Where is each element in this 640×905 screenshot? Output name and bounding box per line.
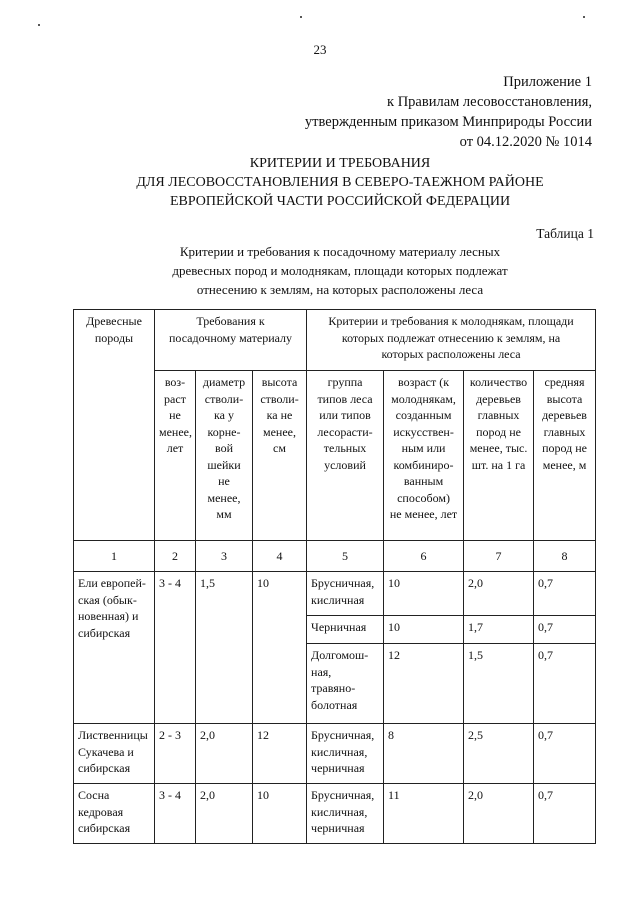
table-row <box>74 572 596 616</box>
appendix-line: от 04.12.2020 № 1014 <box>459 134 592 150</box>
young-age-cell: 10 <box>384 616 464 644</box>
appendix-note <box>305 72 592 152</box>
column-number-row <box>74 541 596 572</box>
column-number: 5 <box>307 541 384 572</box>
column-number: 8 <box>534 541 596 572</box>
column-number: 4 <box>253 541 307 572</box>
appendix-line: утвержденным приказом Минприроды России <box>304 114 592 130</box>
species-cell: Сосна кедровая сибирская <box>74 784 155 844</box>
subheader-height: высота стволи- ка не менее, см <box>253 371 307 541</box>
diameter-cell: 2,0 <box>196 784 253 844</box>
avg-height-cell: 0,7 <box>534 784 596 844</box>
appendix-line: к Правилам лесовосстановления, <box>387 94 592 110</box>
diameter-cell: 2,0 <box>196 724 253 784</box>
header-planting-material: Требования к посадочному материалу <box>155 310 307 371</box>
height-cell: 12 <box>253 724 307 784</box>
forest-type-cell: Брусничная, кисличная <box>307 572 384 616</box>
subheader-seedling-age: воз- раст не менее, лет <box>155 371 196 541</box>
caption-line: древесных пород и молоднякам, площади которых подлежат <box>172 263 508 278</box>
avg-height-cell: 0,7 <box>534 724 596 784</box>
subheader-diameter: диаметр стволи- ка у корне- вой шейки не менее, мм <box>196 371 253 541</box>
species-cell: Ели европей- ская (обык- новенная) и сибирская <box>74 572 155 724</box>
title-line: ЕВРОПЕЙСКОЙ ЧАСТИ РОССИЙСКОЙ ФЕДЕРАЦИИ <box>169 194 511 209</box>
forest-type-cell: Черничная <box>307 616 384 644</box>
table-label: Таблица 1 <box>536 226 594 241</box>
tree-count-cell: 2,0 <box>464 784 534 844</box>
seedling-age-cell: 2 - 3 <box>155 724 196 784</box>
tree-count-cell: 2,5 <box>464 724 534 784</box>
subheader-young-age: возраст (к молоднякам, созданным искусствен- ным или комбиниро- ванным способом) не менее, лет <box>384 371 464 541</box>
species-cell: Лиственницы Сукачева и сибирская <box>74 724 155 784</box>
height-cell: 10 <box>253 784 307 844</box>
seedling-age-cell: 3 - 4 <box>155 784 196 844</box>
scan-speck <box>300 16 302 18</box>
column-number: 2 <box>155 541 196 572</box>
column-number: 3 <box>196 541 253 572</box>
subheader-avg-height: средняя высота деревьев главных пород не менее, м <box>534 371 596 541</box>
table-row <box>74 724 596 784</box>
young-age-cell: 8 <box>384 724 464 784</box>
forest-type-cell: Долгомош- ная, травяно- болотная <box>307 644 384 724</box>
forest-type-cell: Брусничная, кисличная, черничная <box>307 784 384 844</box>
young-age-cell: 10 <box>384 572 464 616</box>
appendix-line: Приложение 1 <box>503 74 592 90</box>
column-number: 7 <box>464 541 534 572</box>
diameter-cell: 1,5 <box>196 572 253 724</box>
tree-count-cell: 2,0 <box>464 572 534 616</box>
tree-count-cell: 1,5 <box>464 644 534 724</box>
caption-line: отнесению к землям, на которых расположены леса <box>196 282 484 297</box>
title-line: ДЛЯ ЛЕСОВОССТАНОВЛЕНИЯ В СЕВЕРО-ТАЕЖНОМ РАЙОНЕ <box>136 175 544 190</box>
tree-count-cell: 1,7 <box>464 616 534 644</box>
title-line: КРИТЕРИИ И ТРЕБОВАНИЯ <box>249 156 431 171</box>
avg-height-cell: 0,7 <box>534 616 596 644</box>
table-caption <box>120 242 560 299</box>
table-row <box>74 784 596 844</box>
forest-type-cell: Брусничная, кисличная, черничная <box>307 724 384 784</box>
avg-height-cell: 0,7 <box>534 572 596 616</box>
scan-speck <box>583 16 585 18</box>
subheader-tree-count: количество деревьев главных пород не менее, тыс. шт. на 1 га <box>464 371 534 541</box>
seedling-age-cell: 3 - 4 <box>155 572 196 724</box>
height-cell: 10 <box>253 572 307 724</box>
avg-height-cell: 0,7 <box>534 644 596 724</box>
subheader-forest-type: группа типов леса или типов лесорасти- тельных условий <box>307 371 384 541</box>
document-title <box>60 154 620 211</box>
young-age-cell: 11 <box>384 784 464 844</box>
column-number: 1 <box>74 541 155 572</box>
column-number: 6 <box>384 541 464 572</box>
page-number: 23 <box>313 42 327 57</box>
caption-line: Критерии и требования к посадочному материалу лесных <box>179 244 501 259</box>
scan-speck <box>38 24 40 26</box>
young-age-cell: 12 <box>384 644 464 724</box>
header-species: Древесные породы <box>74 310 155 541</box>
header-young-stands: Критерии и требования к молоднякам, площади которых подлежат отнесению к землям, на которых расположены леса <box>307 310 596 371</box>
criteria-table <box>73 309 596 844</box>
